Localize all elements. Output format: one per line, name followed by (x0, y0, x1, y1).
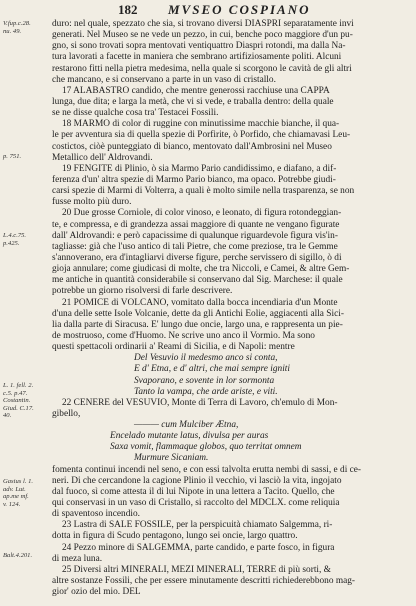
margin-note-line: L. 1. fell. 2. (3, 382, 34, 389)
margin-note-line: ap.me mf. (3, 493, 29, 501)
text-line: carsi spezie di Marmi di Volterra, a quali è molto simile nella trasparenza, se non (52, 186, 355, 197)
text-line: Saxa vomit, flammaque globos, quo territat omnem (110, 442, 302, 453)
margin-note-line: 40. (3, 412, 12, 420)
margin-note-line: Costantin. (3, 397, 31, 405)
text-line: potrebbe un giorno risolversi di farle descrivere. (52, 286, 233, 297)
page-number: 182 (118, 2, 138, 17)
text-line: le per avventura sia di quella spezie di Porfirite, ò Porfido, che chiamavasi Leu- (52, 130, 351, 141)
text-line: questi spettacoli ordinarii a' Reami di Sicilia, e di Napoli: mentre (52, 342, 295, 353)
text-line: gioja annulare; come giudicasi di molte, che tra Niccoli, e Camei, & altre Gem- (52, 264, 350, 275)
margin-note-line: p. 751. (3, 153, 22, 160)
text-line: dotta in figura di Scudo pentagono, lungo sei oncie, largo quattro. (52, 531, 298, 542)
text-line: fusse molto più duro. (52, 197, 132, 208)
text-line: costictos, ciòè punteggiato di bianco, mentovato dall'Ambrosini nel Museo (52, 141, 332, 152)
text-line: altre sostanze Fossili, che per essere minutamente descritti richiederebbono mag- (52, 576, 356, 587)
text-line: d'una delle sette Isole Volcanie, dette da gli Antichi Eolie, aggiacenti alla Sici- (52, 308, 344, 319)
text-line: gior' ozio del mio. DEL (52, 587, 141, 598)
text-line: di spaventoso incendio. (52, 509, 140, 520)
text-line: restarono fitti nella pietra medesima, nella quale si scorgono le cavità de gli altri (52, 63, 352, 74)
text-line: Murmure Sicaniam. (134, 453, 209, 464)
text-line: lunga, due dita; e larga la metà, che vi si vede, e traballa dentro: della quale (52, 96, 334, 107)
margin-note (3, 478, 53, 508)
text-line: duro: nel quale, spezzato che sia, si trovano diversi DIASPRI separatamente invi (52, 19, 354, 29)
margin-note (3, 552, 53, 560)
text-line: qui conservasi in un vaso di Cristallo, si raccolto del MDCLX. come reliquia (52, 498, 340, 509)
text-line: dal fuoco, sì come attesta il di lui Nipote in una lettera a Tacito. Quello, che (52, 486, 335, 497)
text-line: de mostruoso, come d'Huomo. Ne scrive uno anco il Vormio. Ma sono (52, 330, 315, 341)
text-line: lia dalla parte di Siracusa. E' lungo due oncie, largo una, e rappresenta un pie- (52, 319, 343, 330)
margin-note-line: Balt.4.201. (3, 552, 33, 559)
text-line: Metallico dell' Aldrovandi. (52, 152, 153, 163)
text-line: fomenta continui incendi nel seno, e con essi talvolta erutta nembi di sassi, e di ce- (52, 464, 362, 475)
margin-note-line: Gasius l. 1. (3, 478, 34, 485)
text-line: tagliasse: già che l'uso antico di tali Pietre, che come preziose, tra le Gemme (52, 241, 338, 252)
margin-note-line: L.4.c.75. (3, 232, 27, 239)
text-line: te, e compressa, e di grandezza assai maggiore di quante ne vengano figurate (52, 219, 340, 230)
margin-note (3, 153, 53, 161)
text-line: tura lavorati a facette in maniera che sembrano artifiziosamente politi. Alcuni (52, 52, 342, 63)
margin-note-line: v. 124. (3, 500, 21, 508)
text-line: che mancano, e si conservano a parte in un vaso di cristallo. (52, 74, 276, 85)
margin-note-line: nu. 49. (3, 27, 22, 35)
text-line: se ne disse qualche cosa tra' Testacei Fossili. (52, 108, 219, 119)
margin-note (3, 382, 53, 420)
margin-note-line: p.425. (3, 239, 20, 247)
text-line: Svaporano, e sovente in lor sormonta (134, 375, 275, 386)
text-line: me antiche in quantità considerabile si conservano dal Sig. Marchese: il quale (52, 275, 343, 286)
margin-note-line: adv. Lut. (3, 485, 26, 493)
page-header (0, 0, 416, 18)
text-line: 20 Due grosse Corniole, di color vinoso, e leonato, di figura rotondeggian- (62, 208, 342, 219)
body-text (52, 19, 408, 598)
text-line: s'annoverano, era d'intagliarvi diverse figure, perche servissero di sigillo, ò di (52, 252, 342, 263)
margin-note-line: Giud. C.17. (3, 404, 34, 412)
text-line: 25 Diversi altri MINERALI, MEZI MINERALI, TERRE di più sorti, & (62, 564, 331, 575)
text-line: 18 MARMO di color di ruggine con minutissime macchie bianche, il qua- (62, 119, 340, 130)
text-line: 19 FENGITE di Plinio, ò sia Marmo Pario candidissimo, e diafano, a dif- (62, 163, 337, 174)
text-line: gibello, (52, 408, 81, 419)
text-line: 17 ALABASTRO candido, che mentre generossi racchiuse una CAPPA (62, 85, 330, 96)
text-line: E d' Etna, e d' altri, che mai sempre igniti (134, 364, 290, 375)
text-line: di meza luna. (52, 553, 103, 564)
text-line: generati. Nel Museo se ne vede un pezzo, in cui, benche poco maggiore d'un pu- (52, 30, 353, 41)
margin-note-line: V.fup.c.28. (3, 20, 31, 27)
margin-note-line: c.5. p.47. (3, 389, 28, 397)
text-line: ——— cum Mulciber Ætna, (134, 420, 239, 431)
text-line: ferenza d'un' altra spezie di Marmo Pario bianco, ma opaco. Potrebbe giudi- (52, 174, 336, 185)
text-line: dall' Aldrovandi: e però capacissime di qualunque riguardevole figura vis'in- (52, 230, 338, 241)
margin-note (3, 232, 53, 247)
text-line: 22 CENERE del VESUVIO, Monte di Terra di Lavoro, ch'emulo di Mon- (62, 397, 338, 408)
margin-note (3, 20, 53, 35)
text-line: neri. Di che cercandone la cagione Plinio il vecchio, vi lasciò la vita, ingojato (52, 475, 342, 486)
running-title: MVSEO COSPIANO (168, 2, 311, 17)
text-line: 23 Lastra di SALE FOSSILE, per la perspicuità chiamato Salgemma, ri- (62, 520, 333, 531)
text-line: Del Vesuvio il medesmo anco si conta, (134, 353, 278, 364)
text-line: Tanto la vampa, che arde ariste, e viti. (134, 386, 278, 397)
text-line: 21 POMICE di VOLCANO, vomitato dalla bocca incendiaria d'un Monte (62, 297, 338, 308)
text-line: gno, si sono trovati sopra mentovati ventiquattro Diaspri rotondi, ma dalla Na- (52, 41, 346, 52)
text-line: 24 Pezzo minore di SALGEMMA, parte candido, e parte fosco, in figura (62, 542, 335, 553)
text-line: Encelado mutante latus, divulsa per auras (110, 431, 269, 442)
